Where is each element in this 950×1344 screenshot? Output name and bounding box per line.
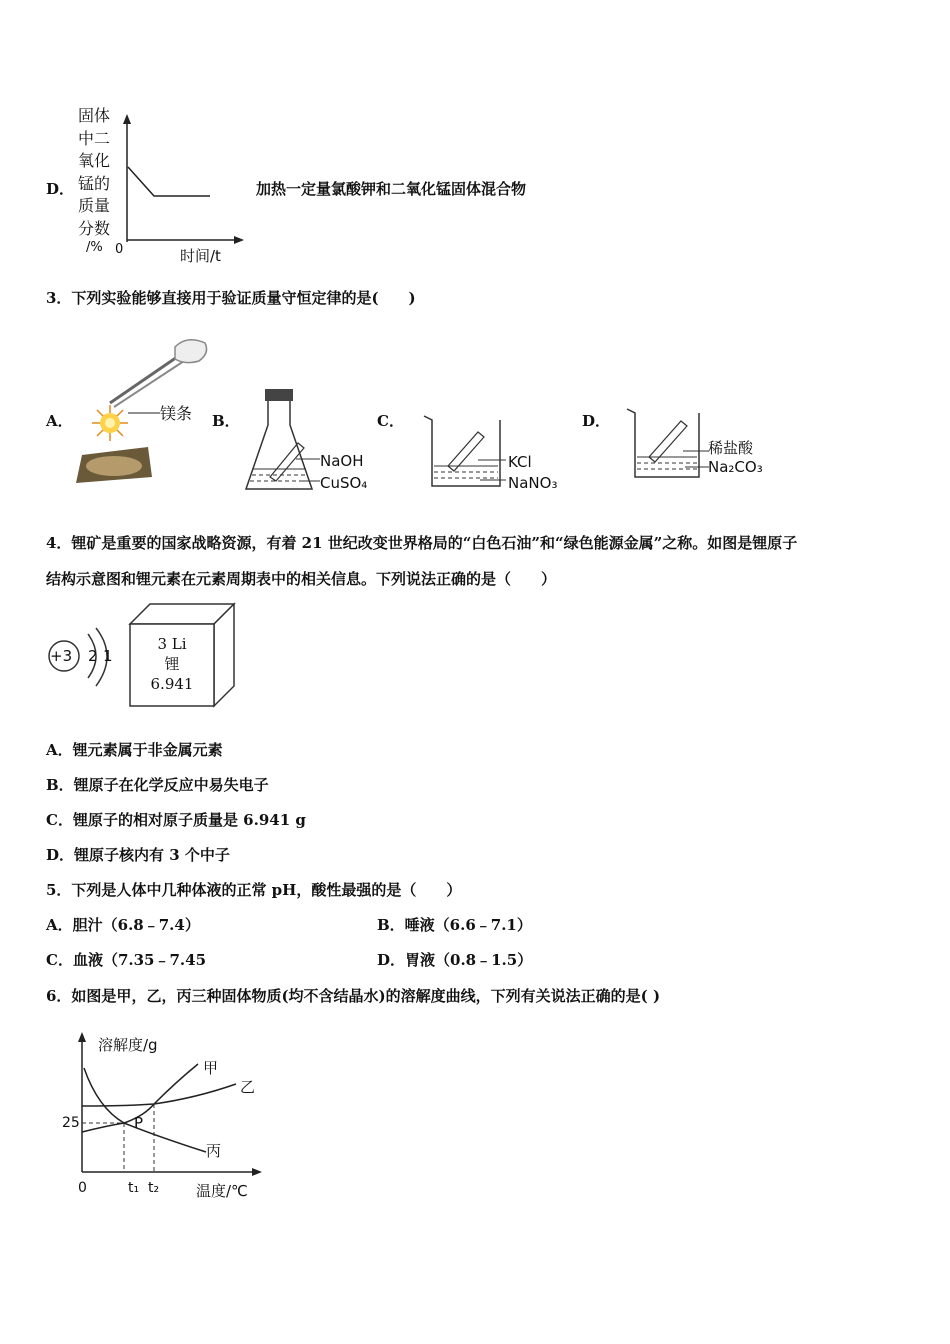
q6-ylabel: 溶解度/g <box>98 1036 158 1054</box>
beaker-d-illustration <box>623 405 713 485</box>
q6-origin: 0 <box>78 1180 87 1196</box>
q5-stem: 5．下列是人体中几种体液的正常 pH，酸性最强的是（ ） <box>46 881 462 899</box>
beaker-c-illustration <box>420 410 510 490</box>
q3-option-a-label: A． <box>46 412 73 430</box>
shell-1-electrons: 2 <box>88 647 98 665</box>
q2-option-d-label: D． <box>46 180 75 198</box>
q6-t2: t₂ <box>148 1180 160 1196</box>
q2-graph-ylabel <box>78 105 118 240</box>
q2-ylabel-line: 质量 <box>78 196 111 215</box>
q2-ylabel-line: 固体 <box>78 106 111 125</box>
q5-option-d[interactable]: D．胃液（0.8﹣1.5） <box>377 951 533 969</box>
q6-y25: 25 <box>62 1115 80 1131</box>
q2-graph-axes <box>118 112 248 247</box>
q3-option-b-label: B． <box>212 412 240 430</box>
nucleus-charge: +3 <box>50 647 73 665</box>
q6-curve-bing: 丙 <box>206 1142 222 1160</box>
conical-flask-illustration <box>240 385 320 495</box>
q4-option-b[interactable]: B．锂原子在化学反应中易失电子 <box>46 776 269 794</box>
q2-ylabel-line: 分数 <box>78 218 111 238</box>
q3-tag-cuso4: CuSO₄ <box>320 474 368 492</box>
q3-tag-kcl: KCl <box>508 453 532 471</box>
q5-option-c[interactable]: C．血液（7.35﹣7.45 <box>46 951 207 969</box>
q2-ylabel-line: 中二 <box>78 128 111 148</box>
q6-curve-jia: 甲 <box>203 1059 219 1077</box>
q6-xlabel: 温度/℃ <box>196 1182 248 1200</box>
solubility-curve-graph <box>56 1028 286 1198</box>
q6-t1: t₁ <box>128 1180 140 1196</box>
q3-tag-naoh: NaOH <box>320 452 364 470</box>
q2-ylabel-line: 锰的 <box>78 173 111 193</box>
q2-yunit: /% <box>86 240 103 255</box>
q3-tag-magnesium: 镁条 <box>160 404 193 423</box>
element-name: 锂 <box>164 655 180 673</box>
q6-point-p: P <box>134 1114 144 1132</box>
q3-tag-na2co3: Na₂CO₃ <box>708 458 763 476</box>
q3-tag-nano3: NaNO₃ <box>508 474 558 492</box>
q3-option-d-label: D． <box>582 412 611 430</box>
q6-stem: 6．如图是甲，乙，丙三种固体物质(均不含结晶水)的溶解度曲线，下列有关说法正确的是( ) <box>46 987 661 1005</box>
element-cell <box>130 634 214 694</box>
q4-stem-line2: 结构示意图和锂元素在元素周期表中的相关信息。下列说法正确的是（ ） <box>46 570 557 588</box>
q3-tag-hcl: 稀盐酸 <box>708 439 754 457</box>
q5-option-b[interactable]: B．唾液（6.6﹣7.1） <box>377 916 532 934</box>
q2-xlabel: 时间/t <box>180 247 221 265</box>
q4-option-c[interactable]: C．锂原子的相对原子质量是 6.941 g <box>46 811 306 829</box>
q6-curve-yi: 乙 <box>240 1078 256 1096</box>
element-number-symbol: 3 Li <box>157 635 187 653</box>
q5-option-a[interactable]: A．胆汁（6.8﹣7.4） <box>46 916 200 934</box>
element-mass: 6.941 <box>150 675 194 693</box>
q2-origin: 0 <box>115 242 124 257</box>
shell-2-electrons: 1 <box>103 647 113 665</box>
q2-option-d-text: 加热一定量氯酸钾和二氧化锰固体混合物 <box>256 180 527 198</box>
q3-option-c-label: C． <box>377 412 404 430</box>
q2-ylabel-line: 氧化 <box>78 151 111 170</box>
q4-stem-line1: 4．锂矿是重要的国家战略资源，有着 21 世纪改变世界格局的“白色石油”和“绿色能源金属”之称。如图是锂原子 <box>46 534 798 552</box>
q3-stem: 3．下列实验能够直接用于验证质量守恒定律的是( ) <box>46 289 416 307</box>
q4-option-d[interactable]: D．锂原子核内有 3 个中子 <box>46 846 230 864</box>
q4-option-a[interactable]: A．锂元素属于非金属元素 <box>46 741 223 759</box>
